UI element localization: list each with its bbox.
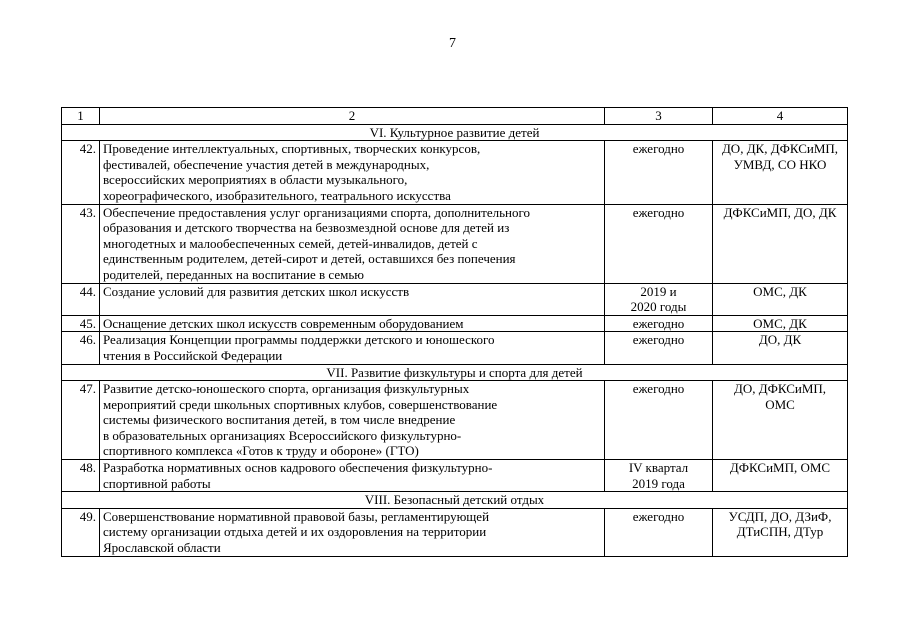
measure-description-line: Разработка нормативных основ кадрового обеспечения физкультурно- [103, 460, 493, 476]
section-title: VII. Развитие физкультуры и спорта для детей [62, 364, 848, 381]
table-row [62, 508, 848, 556]
section-row [62, 124, 848, 141]
measure-term [605, 332, 713, 364]
measure-description-line: всероссийских мероприятиях в области музыкального, [103, 172, 408, 188]
measure-description-line: Проведение интеллектуальных, спортивных, творческих конкурсов, [103, 141, 481, 157]
measure-description-line: фестивалей, обеспечение участия детей в международных, [103, 156, 430, 172]
row-number: 45. [62, 315, 100, 332]
measure-description-line: чтения в Российской Федерации [103, 347, 283, 363]
measure-executors [713, 460, 848, 492]
measure-term-line: ежегодно [632, 381, 685, 397]
measure-term-line: ежегодно [632, 204, 685, 220]
section-row [62, 492, 848, 509]
measure-description-line: Оснащение детских школ искусств современным оборудованием [103, 315, 464, 331]
table-row [62, 460, 848, 492]
measure-executors [713, 332, 848, 364]
column-header: 2 [100, 108, 605, 125]
measure-executors-line: УСДП, ДО, ДЗиФ, [728, 508, 832, 524]
measure-description [100, 315, 605, 332]
row-number: 43. [62, 204, 100, 283]
table-header-row [62, 108, 848, 125]
measure-executors-line: ДО, ДК, ДФКСиМП, [721, 141, 839, 157]
measure-executors-line: ОМС, ДК [753, 283, 807, 299]
section-title: VI. Культурное развитие детей [62, 124, 848, 141]
measure-description-line: Реализация Концепции программы поддержки детского и юношеского [103, 332, 495, 348]
measure-term-line: 2020 годы [630, 299, 687, 315]
measure-term [605, 381, 713, 460]
table-row [62, 332, 848, 364]
measure-term [605, 460, 713, 492]
measure-description-line: спортивной работы [103, 475, 211, 491]
row-number: 47. [62, 381, 100, 460]
measure-executors [713, 315, 848, 332]
measure-description [100, 460, 605, 492]
column-header: 4 [713, 108, 848, 125]
row-number: 49. [62, 508, 100, 556]
measure-term-line: 2019 года [632, 475, 685, 491]
row-number: 48. [62, 460, 100, 492]
measure-term-line: IV квартал [628, 460, 689, 476]
measure-term-line: ежегодно [632, 315, 685, 331]
measure-term [605, 204, 713, 283]
measure-executors-line: УМВД, СО НКО [733, 156, 827, 172]
page-number: 7 [449, 36, 456, 51]
measure-term-line: 2019 и [640, 283, 677, 299]
measure-executors [713, 508, 848, 556]
section-row [62, 364, 848, 381]
measures-table [61, 107, 848, 557]
measure-executors-line: ОМС, ДК [753, 315, 807, 331]
measure-term [605, 508, 713, 556]
table-row [62, 204, 848, 283]
measure-executors [713, 381, 848, 460]
measure-description-line: родителей, переданных на воспитание в семью [103, 266, 365, 282]
measure-description-line: хореографического, изобразительного, театрального искусства [103, 187, 451, 203]
measure-description-line: мероприятий среди школьных спортивных клубов, совершенствование [103, 396, 498, 412]
measure-term-line: ежегодно [632, 508, 685, 524]
measure-executors-line: ДО, ДФКСиМП, [733, 381, 827, 397]
measure-executors-line: ДО, ДК [758, 332, 802, 348]
row-number: 44. [62, 283, 100, 315]
measure-description-line: систему организации отдыха детей и их оздоровления на территории [103, 524, 487, 540]
measure-executors [713, 283, 848, 315]
measure-executors-line: ДТиСПН, ДТур [736, 524, 824, 540]
column-header: 1 [62, 108, 100, 125]
row-number: 46. [62, 332, 100, 364]
row-number: 42. [62, 141, 100, 204]
table-row [62, 283, 848, 315]
table-row [62, 141, 848, 204]
measure-description-line: спортивного комплекса «Готов к труду и обороне» (ГТО) [103, 443, 419, 459]
measure-term [605, 283, 713, 315]
measure-description [100, 141, 605, 204]
measure-description [100, 332, 605, 364]
measure-executors [713, 141, 848, 204]
measure-description-line: Создание условий для развития детских школ искусств [103, 283, 410, 299]
measure-executors [713, 204, 848, 283]
measure-executors-line: ДФКСиМП, ДО, ДК [723, 204, 837, 220]
measure-description-line: образования и детского творчества на безвозмездной основе для детей из [103, 220, 510, 236]
measure-executors-line: ОМС [765, 396, 795, 412]
measure-term-line: ежегодно [632, 141, 685, 157]
measure-executors-line: ДФКСиМП, ОМС [729, 460, 831, 476]
measure-description-line: единственным родителем, детей-сирот и детей, оставшихся без попечения [103, 251, 516, 267]
table-row [62, 381, 848, 460]
measure-description-line: Ярославской области [103, 540, 221, 556]
measure-term [605, 315, 713, 332]
measure-description-line: в образовательных организациях Всероссийского физкультурно- [103, 427, 462, 443]
measure-description [100, 381, 605, 460]
measure-description [100, 283, 605, 315]
column-header: 3 [605, 108, 713, 125]
measure-description [100, 508, 605, 556]
table-row [62, 315, 848, 332]
measure-description-line: многодетных и малообеспеченных семей, детей-инвалидов, детей с [103, 235, 478, 251]
section-title: VIII. Безопасный детский отдых [62, 492, 848, 509]
measure-description [100, 204, 605, 283]
measure-description-line: Обеспечение предоставления услуг организациями спорта, дополнительного [103, 204, 530, 220]
measure-term-line: ежегодно [632, 332, 685, 348]
measure-term [605, 141, 713, 204]
measure-description-line: Совершенствование нормативной правовой базы, регламентирующей [103, 508, 490, 524]
measure-description-line: системы физического воспитания детей, в том числе внедрение [103, 412, 456, 428]
measure-description-line: Развитие детско-юношеского спорта, организация физкультурных [103, 381, 470, 397]
